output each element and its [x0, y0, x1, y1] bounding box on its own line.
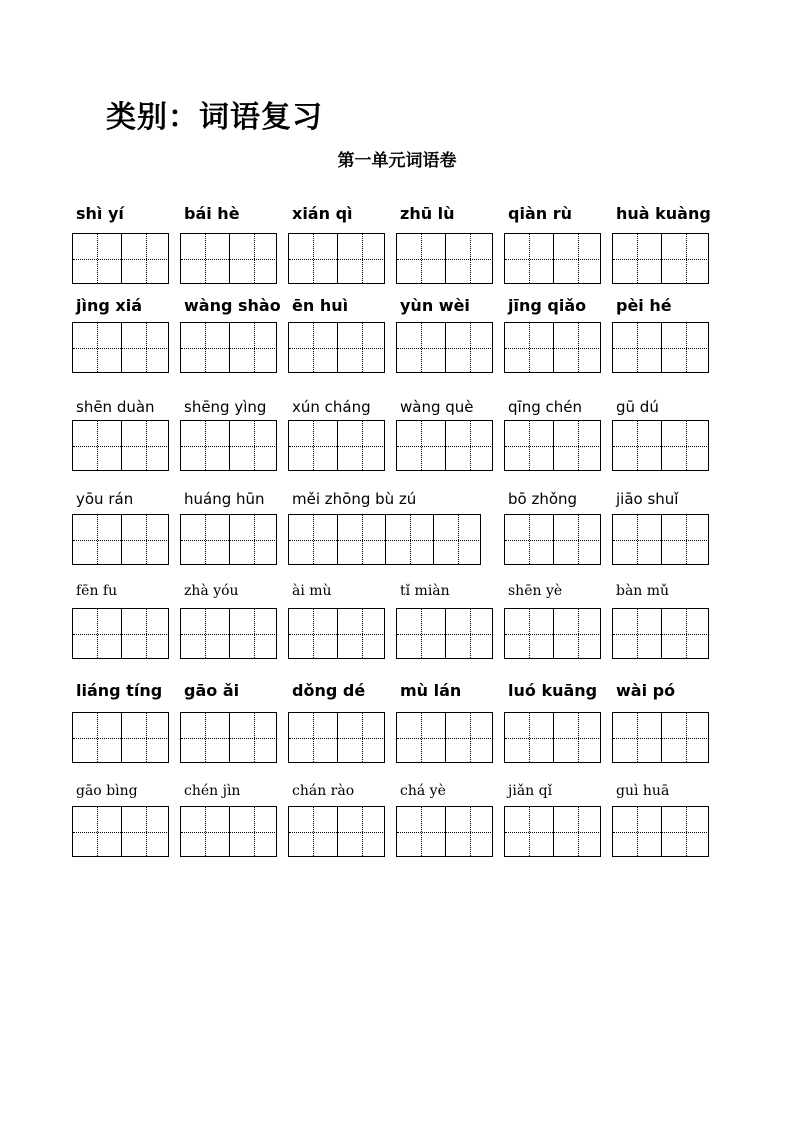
pinyin-label: dǒng dé [292, 681, 366, 700]
tianzige-writing-box[interactable] [288, 514, 481, 565]
character-cell[interactable] [613, 807, 661, 856]
pinyin-label: jīng qiǎo [508, 296, 587, 315]
pinyin-label: zhà yóu [184, 583, 239, 599]
character-cell[interactable] [445, 807, 493, 856]
tianzige-writing-box[interactable] [612, 233, 709, 284]
character-cell[interactable] [229, 234, 277, 283]
character-cell[interactable] [661, 807, 709, 856]
character-cell[interactable] [121, 713, 169, 762]
pinyin-label: fēn fu [76, 583, 118, 599]
tianzige-writing-box[interactable] [72, 806, 169, 857]
character-cell[interactable] [181, 323, 229, 372]
character-cell[interactable] [229, 713, 277, 762]
character-cell[interactable] [397, 713, 445, 762]
pinyin-label: tǐ miàn [400, 583, 450, 599]
character-cell[interactable] [613, 234, 661, 283]
character-cell[interactable] [229, 421, 277, 470]
character-cell[interactable] [613, 713, 661, 762]
character-cell[interactable] [337, 421, 385, 470]
tianzige-writing-box[interactable] [72, 233, 169, 284]
pinyin-label: bái hè [184, 204, 240, 223]
character-cell[interactable] [613, 515, 661, 564]
character-cell[interactable] [397, 609, 445, 658]
pinyin-label: liáng tíng [76, 681, 163, 700]
tianzige-writing-box[interactable] [612, 322, 709, 373]
character-cell[interactable] [73, 515, 121, 564]
pinyin-label: pèi hé [616, 296, 672, 315]
pinyin-label: huà kuàng [616, 204, 711, 223]
character-cell[interactable] [661, 609, 709, 658]
tianzige-writing-box[interactable] [612, 806, 709, 857]
character-cell[interactable] [385, 515, 433, 564]
tianzige-writing-box[interactable] [396, 420, 493, 471]
tianzige-writing-box[interactable] [180, 420, 277, 471]
character-cell[interactable] [553, 421, 601, 470]
pinyin-label: wàng shào [184, 296, 281, 315]
tianzige-writing-box[interactable] [72, 514, 169, 565]
pinyin-label: wàng què [400, 398, 474, 416]
character-cell[interactable] [289, 515, 337, 564]
tianzige-writing-box[interactable] [288, 806, 385, 857]
pinyin-label: mù lán [400, 681, 462, 700]
pinyin-label: zhū lù [400, 204, 455, 223]
pinyin-label: shì yí [76, 204, 124, 223]
tianzige-writing-box[interactable] [180, 608, 277, 659]
character-cell[interactable] [121, 421, 169, 470]
pinyin-label: huáng hūn [184, 490, 265, 508]
tianzige-writing-box[interactable] [180, 514, 277, 565]
character-cell[interactable] [73, 234, 121, 283]
tianzige-writing-box[interactable] [72, 712, 169, 763]
tianzige-writing-box[interactable] [288, 322, 385, 373]
pinyin-label: ēn huì [292, 296, 349, 315]
character-cell[interactable] [661, 421, 709, 470]
character-cell[interactable] [505, 421, 553, 470]
tianzige-writing-box[interactable] [396, 322, 493, 373]
tianzige-writing-box[interactable] [504, 806, 601, 857]
character-cell[interactable] [73, 609, 121, 658]
character-cell[interactable] [289, 323, 337, 372]
character-cell[interactable] [181, 609, 229, 658]
pinyin-label: yùn wèi [400, 296, 470, 315]
character-cell[interactable] [613, 609, 661, 658]
character-cell[interactable] [337, 609, 385, 658]
character-cell[interactable] [337, 323, 385, 372]
character-cell[interactable] [505, 713, 553, 762]
character-cell[interactable] [121, 807, 169, 856]
pinyin-label: chán rào [292, 783, 355, 799]
character-cell[interactable] [289, 807, 337, 856]
character-cell[interactable] [229, 515, 277, 564]
character-cell[interactable] [229, 609, 277, 658]
character-cell[interactable] [73, 807, 121, 856]
character-cell[interactable] [661, 323, 709, 372]
character-cell[interactable] [553, 515, 601, 564]
character-cell[interactable] [289, 609, 337, 658]
tianzige-writing-box[interactable] [504, 712, 601, 763]
character-cell[interactable] [289, 713, 337, 762]
pinyin-label: qiàn rù [508, 204, 572, 223]
pinyin-label: jiǎn qǐ [508, 783, 553, 799]
pinyin-label: ài mù [292, 583, 332, 599]
character-cell[interactable] [445, 713, 493, 762]
character-cell[interactable] [121, 234, 169, 283]
pinyin-label: shēn yè [508, 583, 563, 599]
character-cell[interactable] [433, 515, 481, 564]
character-cell[interactable] [661, 515, 709, 564]
category-title: 类别：词语复习 [106, 100, 323, 135]
tianzige-writing-box[interactable] [72, 420, 169, 471]
tianzige-writing-box[interactable] [180, 233, 277, 284]
pinyin-label: xián qì [292, 204, 353, 223]
tianzige-writing-box[interactable] [612, 514, 709, 565]
tianzige-writing-box[interactable] [504, 233, 601, 284]
character-cell[interactable] [337, 713, 385, 762]
character-cell[interactable] [613, 323, 661, 372]
character-cell[interactable] [661, 234, 709, 283]
character-cell[interactable] [505, 609, 553, 658]
character-cell[interactable] [181, 713, 229, 762]
tianzige-writing-box[interactable] [504, 514, 601, 565]
character-cell[interactable] [121, 609, 169, 658]
character-cell[interactable] [505, 807, 553, 856]
pinyin-label: wài pó [616, 681, 676, 700]
character-cell[interactable] [289, 421, 337, 470]
pinyin-label: bō zhǒng [508, 490, 578, 508]
pinyin-label: qīng chén [508, 398, 582, 416]
character-cell[interactable] [445, 609, 493, 658]
pinyin-label: gāo bìng [76, 783, 138, 799]
character-cell[interactable] [121, 323, 169, 372]
character-cell[interactable] [181, 515, 229, 564]
pinyin-label: gū dú [616, 398, 659, 416]
tianzige-writing-box[interactable] [72, 322, 169, 373]
pinyin-label: chén jìn [184, 783, 241, 799]
pinyin-label: bàn mǔ [616, 583, 670, 599]
character-cell[interactable] [505, 234, 553, 283]
pinyin-label: shēng yìng [184, 398, 267, 416]
tianzige-writing-box[interactable] [288, 608, 385, 659]
pinyin-label: yōu rán [76, 490, 134, 508]
character-cell[interactable] [505, 323, 553, 372]
pinyin-label: xún cháng [292, 398, 371, 416]
character-cell[interactable] [73, 713, 121, 762]
tianzige-writing-box[interactable] [72, 608, 169, 659]
character-cell[interactable] [181, 807, 229, 856]
character-cell[interactable] [553, 609, 601, 658]
character-cell[interactable] [397, 323, 445, 372]
character-cell[interactable] [553, 323, 601, 372]
tianzige-writing-box[interactable] [288, 712, 385, 763]
tianzige-writing-box[interactable] [396, 806, 493, 857]
character-cell[interactable] [505, 515, 553, 564]
pinyin-label: gāo ǎi [184, 681, 240, 700]
character-cell[interactable] [553, 713, 601, 762]
pinyin-label: luó kuāng [508, 681, 598, 700]
character-cell[interactable] [73, 421, 121, 470]
character-cell[interactable] [229, 323, 277, 372]
character-cell[interactable] [445, 234, 493, 283]
character-cell[interactable] [661, 713, 709, 762]
pinyin-label: jiāo shuǐ [616, 490, 679, 508]
character-cell[interactable] [553, 807, 601, 856]
character-cell[interactable] [181, 234, 229, 283]
pinyin-label: chá yè [400, 783, 446, 799]
character-cell[interactable] [397, 421, 445, 470]
pinyin-label: shēn duàn [76, 398, 155, 416]
tianzige-writing-box[interactable] [396, 712, 493, 763]
tianzige-writing-box[interactable] [180, 322, 277, 373]
tianzige-writing-box[interactable] [612, 420, 709, 471]
character-cell[interactable] [181, 421, 229, 470]
character-cell[interactable] [73, 323, 121, 372]
tianzige-writing-box[interactable] [612, 608, 709, 659]
tianzige-writing-box[interactable] [180, 712, 277, 763]
tianzige-writing-box[interactable] [288, 233, 385, 284]
character-cell[interactable] [553, 234, 601, 283]
tianzige-writing-box[interactable] [288, 420, 385, 471]
unit-title: 第一单元词语卷 [337, 151, 457, 171]
character-cell[interactable] [397, 807, 445, 856]
character-cell[interactable] [445, 323, 493, 372]
character-cell[interactable] [397, 234, 445, 283]
character-cell[interactable] [229, 807, 277, 856]
character-cell[interactable] [445, 421, 493, 470]
tianzige-writing-box[interactable] [396, 233, 493, 284]
tianzige-writing-box[interactable] [504, 608, 601, 659]
character-cell[interactable] [613, 421, 661, 470]
pinyin-label: měi zhōng bù zú [292, 490, 417, 508]
pinyin-label: jìng xiá [76, 296, 142, 315]
character-cell[interactable] [337, 234, 385, 283]
character-cell[interactable] [121, 515, 169, 564]
tianzige-writing-box[interactable] [504, 420, 601, 471]
tianzige-writing-box[interactable] [180, 806, 277, 857]
character-cell[interactable] [289, 234, 337, 283]
tianzige-writing-box[interactable] [396, 608, 493, 659]
pinyin-label: guì huā [616, 783, 670, 799]
character-cell[interactable] [337, 807, 385, 856]
tianzige-writing-box[interactable] [612, 712, 709, 763]
tianzige-writing-box[interactable] [504, 322, 601, 373]
character-cell[interactable] [337, 515, 385, 564]
